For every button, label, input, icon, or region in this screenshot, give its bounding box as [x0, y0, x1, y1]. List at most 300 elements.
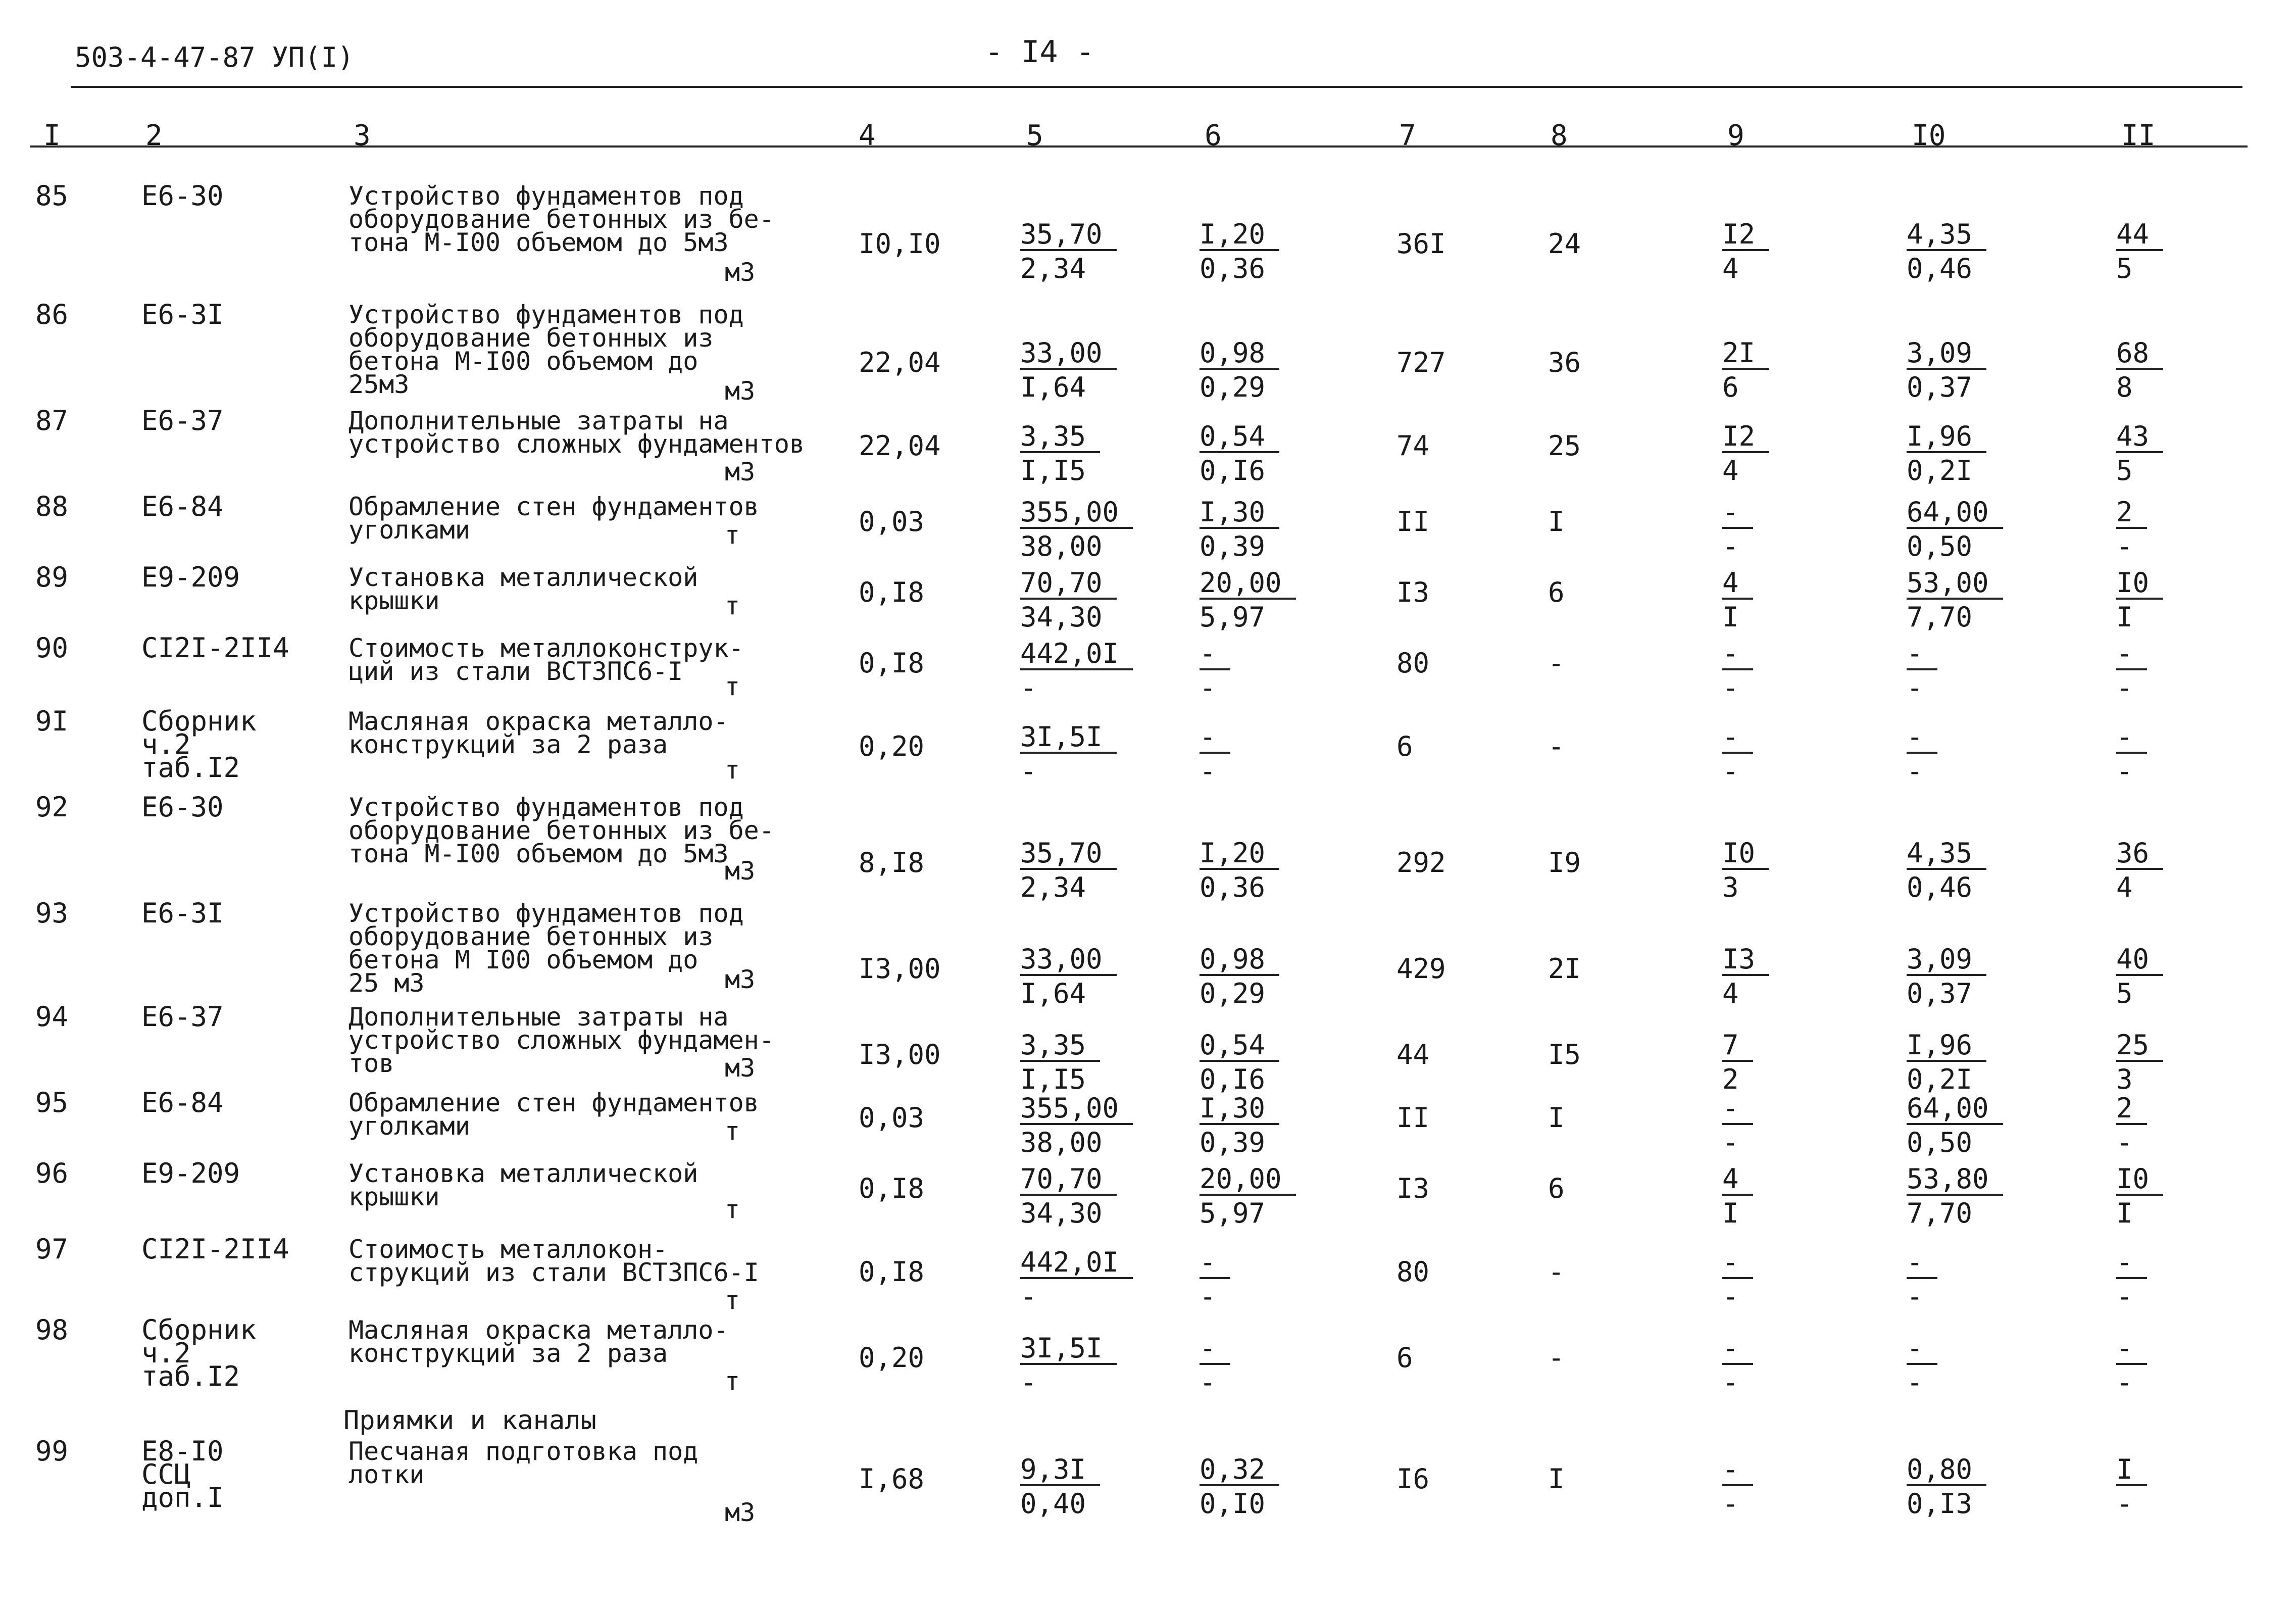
description-line: струкций из стали ВСТ3ПС6-I [348, 1258, 759, 1287]
unit-labor-denominator: 0,39 [1200, 530, 1266, 562]
unit-labor-numerator: 0,54 [1200, 1031, 1279, 1062]
col10-value-numerator: - [1907, 1334, 1937, 1365]
col11-value [2116, 1162, 2163, 1231]
quantity: 0,03 [859, 506, 925, 538]
col10-value-numerator: - [1907, 722, 1937, 754]
unit-cost-denominator: 2,34 [1020, 253, 1086, 284]
col11-value-numerator: - [2116, 722, 2147, 754]
unit-cost-numerator: 3,35 [1020, 1031, 1100, 1062]
unit-cost-denominator: I,64 [1020, 978, 1086, 1009]
unit-labor-denominator: 5,97 [1200, 1197, 1266, 1229]
total-cost: 292 [1396, 847, 1446, 878]
unit-labor-numerator: 0,98 [1200, 945, 1279, 976]
total-cost: I6 [1396, 1463, 1430, 1495]
unit-cost [1020, 1162, 1117, 1231]
total-labor: 6 [1548, 576, 1565, 608]
description-line: Дополнительные затраты на [348, 1002, 729, 1032]
quantity: 0,I8 [859, 1173, 925, 1204]
col11-value [2116, 1028, 2163, 1097]
column-header: 6 [1205, 119, 1222, 152]
description-line: Устройство фундаментов под [348, 300, 744, 329]
unit-of-measure: м3 [725, 1053, 756, 1083]
unit-labor [1200, 419, 1279, 488]
unit-cost-numerator: 70,70 [1020, 568, 1117, 600]
col9-value [1722, 1162, 1753, 1231]
total-cost: 6 [1396, 730, 1413, 762]
description-line: 25м3 [348, 370, 410, 399]
work-code-line: Е9-209 [141, 561, 240, 593]
unit-labor-numerator: 0,54 [1200, 422, 1279, 453]
unit-cost-numerator: 3,35 [1020, 422, 1100, 453]
work-description [348, 793, 774, 868]
unit-labor [1200, 1245, 1230, 1314]
description-line: Обрамление стен фундаментов [348, 1088, 759, 1117]
unit-of-measure: т [725, 520, 740, 550]
total-cost: 727 [1396, 347, 1446, 378]
col9-value-numerator: - [1722, 1248, 1753, 1279]
total-cost: II [1396, 506, 1430, 538]
description-line: ций из стали ВСТ3ПС6-I [348, 657, 683, 686]
row-number: 9I [35, 705, 69, 737]
work-code-line: Е6-37 [141, 405, 224, 436]
quantity: 22,04 [859, 347, 941, 378]
unit-cost-numerator: 3I,5I [1020, 722, 1117, 754]
unit-labor [1200, 836, 1279, 905]
unit-labor [1200, 1091, 1279, 1160]
unit-labor-numerator: I,20 [1200, 220, 1279, 251]
unit-of-measure: м3 [725, 457, 756, 486]
description-line: Масляная окраска металло- [348, 707, 729, 736]
col10-value-numerator: I,96 [1907, 1031, 1986, 1062]
description-line: Установка металлической [348, 563, 698, 592]
col9-value-numerator: I2 [1722, 422, 1769, 453]
col11-value [2116, 836, 2163, 905]
col9-value-numerator: I3 [1722, 945, 1769, 976]
unit-cost-denominator: 34,30 [1020, 601, 1103, 633]
quantity: 0,I8 [859, 576, 925, 608]
total-labor: 25 [1548, 430, 1581, 462]
col11-value-denominator: - [2116, 672, 2133, 704]
unit-cost-numerator: 33,00 [1020, 945, 1117, 976]
unit-cost-numerator: 3I,5I [1020, 1334, 1117, 1365]
unit-labor-denominator: 0,29 [1200, 371, 1266, 403]
col11-value [2116, 1452, 2147, 1521]
col10-value [1907, 419, 1986, 488]
total-labor: 36 [1548, 347, 1581, 378]
row-number: 93 [35, 897, 69, 929]
work-description [348, 1437, 698, 1489]
unit-labor [1200, 217, 1279, 286]
row-number: 99 [35, 1435, 69, 1467]
unit-labor [1200, 942, 1279, 1011]
col9-value [1722, 336, 1769, 405]
col10-value-numerator: 64,00 [1907, 498, 2003, 529]
description-line: тона М-I00 объемом до 5м3 [348, 228, 729, 257]
description-line: тов [348, 1049, 394, 1078]
col10-value [1907, 637, 1937, 705]
work-description [348, 633, 744, 686]
unit-cost [1020, 1452, 1100, 1521]
unit-of-measure: м3 [725, 258, 756, 287]
column-header: 4 [859, 119, 876, 152]
unit-cost-denominator: - [1020, 1366, 1037, 1398]
document-code: 503-4-47-87 УП(I) [75, 41, 354, 73]
row-number: 96 [35, 1157, 69, 1189]
work-code-line: таб.I2 [141, 1360, 240, 1392]
col11-value [2116, 1331, 2147, 1400]
unit-cost [1020, 495, 1133, 564]
unit-cost-numerator: 442,0I [1020, 1248, 1133, 1279]
total-labor: 24 [1548, 228, 1581, 260]
column-header: 3 [354, 119, 371, 152]
col10-value [1907, 1245, 1937, 1314]
section-title: Приямки и каналы [343, 1405, 596, 1436]
unit-cost-denominator: 0,40 [1020, 1488, 1086, 1520]
description-line: конструкций за 2 раза [348, 730, 668, 759]
total-labor: 2I [1548, 953, 1581, 985]
total-labor: - [1548, 1342, 1565, 1374]
col9-value-denominator: 4 [1722, 978, 1739, 1009]
row-number: 89 [35, 561, 69, 593]
quantity: 0,I8 [859, 647, 925, 679]
work-code [141, 405, 224, 436]
unit-labor-denominator: - [1200, 672, 1216, 704]
col9-value-denominator: - [1722, 1281, 1739, 1312]
col10-value [1907, 720, 1937, 789]
col10-value-denominator: 7,70 [1907, 1197, 1973, 1229]
description-line: лотки [348, 1460, 425, 1489]
total-labor: I [1548, 506, 1565, 538]
work-description [348, 1088, 759, 1141]
description-line: Устройство фундаментов под [348, 181, 744, 211]
unit-cost-denominator: 2,34 [1020, 871, 1086, 903]
col11-value-numerator: I [2116, 1455, 2147, 1486]
work-code-line: Сборник [141, 705, 257, 737]
col11-value-numerator: 68 [2116, 338, 2163, 370]
work-code [141, 1001, 224, 1033]
work-code-line: таб.I2 [141, 752, 240, 784]
col10-value-denominator: 0,37 [1907, 371, 1973, 403]
row-number: 85 [35, 180, 69, 212]
col10-value-denominator: 0,2I [1907, 1063, 1973, 1095]
col9-value [1722, 495, 1753, 564]
work-description [348, 300, 744, 399]
work-code-line: Е6-30 [141, 180, 224, 212]
unit-labor-numerator: - [1200, 1334, 1230, 1365]
unit-cost-denominator: I,I5 [1020, 1063, 1086, 1095]
work-code-line: ч.2 [141, 728, 191, 760]
unit-cost [1020, 1245, 1133, 1314]
unit-of-measure: м3 [725, 965, 756, 994]
col9-value-numerator: - [1722, 498, 1753, 529]
unit-cost-denominator: 38,00 [1020, 530, 1103, 562]
unit-cost-numerator: 33,00 [1020, 338, 1117, 370]
quantity: 8,I8 [859, 847, 925, 878]
row-number: 92 [35, 791, 69, 823]
unit-labor-numerator: - [1200, 1248, 1230, 1279]
unit-cost-numerator: 35,70 [1020, 839, 1117, 870]
description-line: Устройство фундаментов под [348, 793, 744, 822]
col9-value-denominator: 6 [1722, 371, 1739, 403]
total-labor: I9 [1548, 847, 1581, 878]
col9-value-numerator: 7 [1722, 1031, 1753, 1062]
col9-value [1722, 217, 1769, 286]
column-header: 8 [1551, 119, 1568, 152]
unit-of-measure: т [725, 1116, 740, 1146]
quantity: 0,20 [859, 1342, 925, 1374]
work-code-line: Е6-30 [141, 791, 224, 823]
col9-value-denominator: 2 [1722, 1063, 1739, 1095]
unit-cost-numerator: 9,3I [1020, 1455, 1100, 1486]
unit-of-measure: т [725, 1366, 740, 1396]
col10-value [1907, 1331, 1937, 1400]
col11-value-denominator: - [2116, 1488, 2133, 1520]
unit-cost-denominator: - [1020, 755, 1037, 787]
row-number: 88 [35, 491, 69, 522]
col11-value-numerator: 43 [2116, 422, 2163, 453]
unit-cost-numerator: 442,0I [1020, 639, 1133, 670]
work-code-line: Е6-84 [141, 491, 224, 522]
col9-value-numerator: - [1722, 1455, 1753, 1486]
unit-labor [1200, 1452, 1279, 1521]
unit-labor-denominator: 0,39 [1200, 1127, 1266, 1158]
col10-value-denominator: - [1907, 1366, 1923, 1398]
unit-cost [1020, 419, 1100, 488]
work-code-line: Е6-3I [141, 299, 224, 330]
work-description [348, 563, 698, 615]
col11-value-denominator: I [2116, 1197, 2133, 1229]
description-line: крышки [348, 586, 440, 615]
col11-value-denominator: 3 [2116, 1063, 2133, 1095]
description-line: уголками [348, 1111, 470, 1141]
work-description [348, 406, 805, 459]
unit-labor [1200, 1331, 1230, 1400]
description-line: 25 м3 [348, 968, 425, 998]
col10-value-denominator: 0,46 [1907, 871, 1973, 903]
column-header: 5 [1026, 119, 1043, 152]
unit-of-measure: м3 [725, 376, 756, 406]
col10-value-numerator: 53,80 [1907, 1164, 2003, 1196]
col10-value-numerator: 3,09 [1907, 945, 1986, 976]
col10-value [1907, 336, 1986, 405]
unit-labor-denominator: 0,I0 [1200, 1488, 1266, 1520]
quantity: 0,20 [859, 730, 925, 762]
description-line: Стоимость металлокон- [348, 1235, 668, 1264]
total-labor: I [1548, 1463, 1565, 1495]
unit-labor-denominator: 0,29 [1200, 978, 1266, 1009]
unit-cost [1020, 637, 1133, 705]
col11-value [2116, 217, 2163, 286]
col9-value [1722, 1091, 1753, 1160]
col11-value [2116, 566, 2163, 634]
col9-value [1722, 1331, 1753, 1400]
unit-cost-denominator: I,64 [1020, 371, 1086, 403]
col10-value-denominator: - [1907, 755, 1923, 787]
col11-value [2116, 495, 2147, 564]
row-number: 95 [35, 1087, 69, 1118]
unit-labor [1200, 495, 1279, 564]
description-line: Песчаная подготовка под [348, 1437, 698, 1466]
unit-labor-numerator: - [1200, 722, 1230, 754]
unit-cost [1020, 1331, 1117, 1400]
unit-labor-numerator: 0,32 [1200, 1455, 1279, 1486]
column-header: I0 [1912, 119, 1946, 152]
unit-cost-numerator: 35,70 [1020, 220, 1117, 251]
unit-cost [1020, 1028, 1100, 1097]
total-cost: I3 [1396, 576, 1430, 608]
unit-cost [1020, 720, 1117, 789]
col9-value-numerator: I0 [1722, 839, 1769, 870]
unit-labor-denominator: 0,I6 [1200, 455, 1266, 486]
col11-value-denominator: 5 [2116, 978, 2133, 1009]
col9-value-denominator: I [1722, 1197, 1739, 1229]
unit-of-measure: т [725, 1286, 740, 1315]
work-description [348, 181, 774, 257]
unit-cost [1020, 336, 1117, 405]
work-description [348, 1002, 774, 1078]
quantity: 0,03 [859, 1102, 925, 1134]
work-code [141, 1314, 257, 1392]
description-line: бетона М I00 объемом до [348, 945, 698, 974]
column-header: I [43, 119, 61, 152]
unit-labor-numerator: 20,00 [1200, 568, 1296, 600]
col11-value-denominator: I [2116, 601, 2133, 633]
col9-value-denominator: 4 [1722, 455, 1739, 486]
col10-value-denominator: - [1907, 672, 1923, 704]
unit-cost-denominator: I,I5 [1020, 455, 1086, 486]
unit-labor [1200, 566, 1296, 634]
unit-cost-denominator: - [1020, 672, 1037, 704]
col11-value [2116, 942, 2163, 1011]
col10-value-denominator: 0,I3 [1907, 1488, 1973, 1520]
row-number: 87 [35, 405, 69, 436]
col9-value-numerator: - [1722, 639, 1753, 670]
col10-value-denominator: 0,2I [1907, 455, 1973, 486]
col11-value-denominator: 5 [2116, 253, 2133, 284]
col10-value-denominator: 7,70 [1907, 601, 1973, 633]
col11-value [2116, 720, 2147, 789]
col9-value-denominator: - [1722, 1488, 1739, 1520]
description-line: Стоимость металлоконструк- [348, 633, 744, 663]
description-line: оборудование бетонных из [348, 323, 714, 353]
col10-value [1907, 1452, 1986, 1521]
total-cost: 6 [1396, 1342, 1413, 1374]
unit-labor-denominator: 5,97 [1200, 601, 1266, 633]
col11-value-denominator: 8 [2116, 371, 2133, 403]
quantity: 0,I8 [859, 1256, 925, 1288]
col9-value-denominator: 3 [1722, 871, 1739, 903]
total-cost: I3 [1396, 1173, 1430, 1204]
quantity: I3,00 [859, 953, 941, 985]
col10-value [1907, 1162, 2003, 1231]
col9-value [1722, 637, 1753, 705]
col10-value-numerator: 4,35 [1907, 220, 1986, 251]
work-code [141, 1435, 224, 1514]
col9-value [1722, 836, 1769, 905]
col11-value-denominator: - [2116, 1281, 2133, 1312]
col11-value-numerator: I0 [2116, 568, 2163, 600]
col11-value-numerator: 44 [2116, 220, 2163, 251]
col10-value-numerator: - [1907, 1248, 1937, 1279]
work-code-line: СI2I-2II4 [141, 1233, 289, 1265]
unit-labor-denominator: - [1200, 755, 1216, 787]
column-header: II [2121, 119, 2156, 152]
col9-value [1722, 720, 1753, 789]
total-labor: I5 [1548, 1039, 1581, 1070]
unit-labor-denominator: - [1200, 1366, 1216, 1398]
col10-value-denominator: 0,50 [1907, 1127, 1973, 1158]
col11-value-numerator: I0 [2116, 1164, 2163, 1196]
col10-value [1907, 942, 1986, 1011]
quantity: I,68 [859, 1463, 925, 1495]
page-number: - I4 - [985, 34, 1094, 70]
col9-value-numerator: I2 [1722, 220, 1769, 251]
total-labor: I [1548, 1102, 1565, 1134]
col10-value [1907, 217, 1986, 286]
unit-of-measure: т [725, 591, 740, 620]
description-line: Обрамление стен фундаментов [348, 492, 759, 521]
col11-value-numerator: 40 [2116, 945, 2163, 976]
col9-value [1722, 942, 1769, 1011]
description-line: конструкций за 2 раза [348, 1339, 668, 1368]
col10-value-numerator: 0,80 [1907, 1455, 1986, 1486]
unit-labor-numerator: I,30 [1200, 498, 1279, 529]
total-cost: 80 [1396, 1256, 1430, 1288]
col11-value [2116, 637, 2147, 705]
unit-labor [1200, 1162, 1296, 1231]
col10-value-numerator: 53,00 [1907, 568, 2003, 600]
col10-value-denominator: 0,37 [1907, 978, 1973, 1009]
work-code [141, 180, 224, 212]
quantity: 22,04 [859, 430, 941, 462]
work-code-line: СI2I-2II4 [141, 632, 289, 664]
row-number: 97 [35, 1233, 69, 1265]
unit-of-measure: т [725, 755, 740, 785]
work-code [141, 561, 240, 593]
row-number: 90 [35, 632, 69, 664]
unit-labor-numerator: I,30 [1200, 1094, 1279, 1125]
description-line: уголками [348, 515, 470, 545]
description-line: Масляная окраска металло- [348, 1315, 729, 1345]
work-code [141, 632, 289, 664]
description-line: Дополнительные затраты на [348, 406, 729, 435]
description-line: бетона М-I00 объемом до [348, 347, 698, 376]
col10-value [1907, 566, 2003, 634]
col9-value-numerator: 4 [1722, 1164, 1753, 1196]
col10-value-denominator: 0,50 [1907, 530, 1973, 562]
unit-cost-denominator: 34,30 [1020, 1197, 1103, 1229]
col9-value-denominator: - [1722, 755, 1739, 787]
description-line: Установка металлической [348, 1159, 698, 1188]
unit-cost-numerator: 355,00 [1020, 498, 1133, 529]
col9-value-numerator: - [1722, 722, 1753, 754]
unit-of-measure: т [725, 1195, 740, 1224]
work-code [141, 705, 257, 784]
description-line: устройство сложных фундамен- [348, 1026, 774, 1055]
col11-value [2116, 1091, 2147, 1160]
work-code [141, 1233, 289, 1265]
work-code-line: Е6-37 [141, 1001, 224, 1033]
unit-cost [1020, 942, 1117, 1011]
work-code [141, 299, 224, 330]
col10-value-numerator: I,96 [1907, 422, 1986, 453]
total-cost: 44 [1396, 1039, 1430, 1070]
work-description [348, 1159, 698, 1211]
work-code-line: Сборник [141, 1314, 257, 1346]
unit-cost-numerator: 355,00 [1020, 1094, 1133, 1125]
col9-value [1722, 1028, 1753, 1097]
description-line: устройство сложных фундаментов [348, 429, 805, 459]
